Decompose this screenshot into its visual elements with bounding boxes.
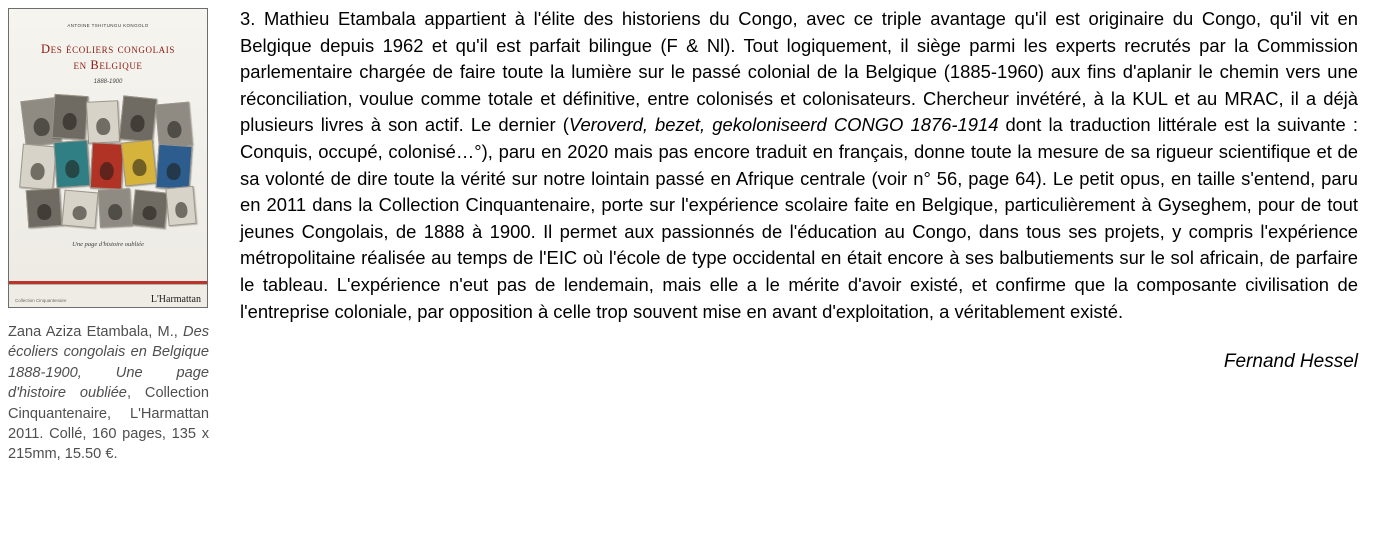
caption-author: Zana Aziza Etambala, M., [8,324,184,340]
cover-card [90,142,124,190]
portrait-face-icon [129,114,145,133]
cover-card [19,144,57,191]
cover-footer [9,284,207,307]
cover-title [9,41,207,73]
cover-card [86,100,120,144]
cover-publisher-mark: L'Harmattan [150,294,201,305]
portrait-face-icon [62,112,78,131]
cover-card [155,102,193,149]
portrait-face-icon [166,120,182,139]
review-column [240,6,1358,373]
review-text-part-1: 3. Mathieu Etambala appartient à l'élite des historiens du Congo, avec ce triple avantage qu'il est originaire du Congo, qu'il vit en Belgique depuis 1962 et qu'il est parfait bilingue (F & Nl). Tout logiquement, il siège parmi les experts recrutés par la Commission parlementaire chargée de faire toute la lumière sur le passé colonial de la Belgique (1885-1960) aux fins d'aplanir le chemin vers une réconciliation, voulue comme totale et définitive, entre colonisés et colonisateurs. Chercheur invétéré, à la KUL et au MRAC, il a déjà plusieurs livres à son actif. Le dernier ( [240,8,1358,136]
caption-details: , Collection Cinquantenaire, L'Harmattan 2011. Collé, 160 pages, 135 x 215mm, 15.50 €. [8,385,209,463]
portrait-face-icon [29,162,45,181]
portrait-face-icon [72,205,88,220]
cover-artwork [21,95,197,227]
cover-title-line-1: Des écoliers congolais [41,42,175,56]
book-caption [8,322,209,465]
portrait-face-icon [64,159,80,178]
cover-author-line: ANTOINE TSHITUNGU KONGOLO [67,23,149,28]
cover-card [26,188,63,228]
caption-title: Des écoliers congolais en Belgique 1888-1900, Une page d'histoire oubliée [8,324,209,402]
cover-card [156,144,193,190]
cover-card [131,189,169,228]
cover-card [165,186,196,226]
book-cover-image [8,8,208,308]
cover-card [53,140,90,188]
cover-title-line-2: en Belgique [73,58,143,72]
cover-card [119,95,157,142]
cover-subtitle: Une page d'histoire oubliée [72,241,144,248]
book-column [8,8,213,465]
portrait-face-icon [36,204,52,220]
cover-collection-mark: Collection Cinquantenaire [15,298,67,303]
portrait-face-icon [96,118,111,135]
review-paragraph [240,6,1358,325]
portrait-face-icon [132,158,148,177]
portrait-face-icon [99,161,114,180]
review-italic-book-title: Veroverd, bezet, gekoloniseerd CONGO 1876-1914 [568,114,999,136]
portrait-face-icon [108,204,123,220]
cover-dates: 1888-1900 [93,79,123,85]
cover-card [52,94,89,140]
review-text-part-2: dont la traduction littérale est la suivante : Conquis, occupé, colonisé…°), paru en 2020 mais pas encore traduit en français, donne toute la mesure de sa rigueur scientifique et de sa volonté de dire toute la vérité sur notre lointain passé en Afrique centrale (voir n° 56, page 64). Le petit opus, en taille s'entend, paru en 2011 dans la Collection Cinquantenaire, porte sur l'expérience scolaire faite en Belgique, particulièrement à Gyseghem, pour de tout jeunes Congolais, de 1888 à 1900. Il permet aux passionnés de l'éducation au Congo, dans tous ses projets, y compris l'expérience métropolitaine réalisée au temps de l'EIC où l'école de type occidental en était encore à ses balbutiements sur le sol africain, de parfaire le tableau. L'expérience n'eut pas de lendemain, mais elle a le mérite d'avoir existé, et confirme que la composante civilisation de l'entreprise coloniale, par opposition à celle trop souvent mise en avant d'exploitation, a véritablement existé. [240,114,1358,322]
portrait-face-icon [166,162,182,181]
portrait-face-icon [175,202,188,218]
cover-card [121,139,157,186]
portrait-face-icon [142,205,158,221]
portrait-face-icon [33,117,51,137]
review-signature: Fernand Hessel [1223,351,1358,373]
cover-card [98,188,132,228]
cover-card [61,190,98,229]
